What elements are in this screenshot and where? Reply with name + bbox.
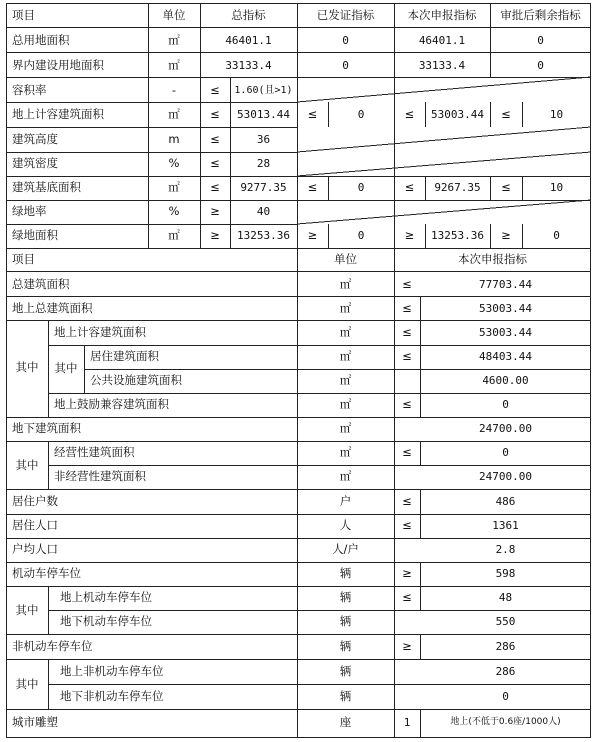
bottom-row-item: 地上机动车停车位: [60, 590, 152, 604]
top-row-item: 总用地面积: [12, 33, 70, 47]
qizhong-label: 其中: [15, 458, 39, 472]
bottom-row-unit: ㎡: [339, 397, 352, 411]
bottom-row-value: 53003.44: [479, 302, 532, 315]
bottom-row-value: 地上(不低于0.6座/1000人): [450, 717, 561, 727]
qizhong-label: 其中: [54, 361, 78, 375]
top-row-unit: %: [168, 156, 180, 170]
top-row-current: 53003.44: [431, 108, 484, 121]
top-row-item: 绿地面积: [12, 228, 58, 242]
bottom-row-unit: 辆: [339, 689, 352, 703]
bottom-row-op: ≤: [402, 590, 412, 604]
bottom-row-unit: ㎡: [339, 301, 352, 315]
bottom-row-unit: 辆: [339, 566, 352, 580]
bottom-row-op: ≤: [402, 518, 412, 532]
bottom-row-item: 地上总建筑面积: [12, 301, 93, 315]
bottom-row-unit: 辆: [339, 664, 352, 678]
top-row-item: 绿地率: [12, 204, 47, 218]
bottom-row-value: 0: [502, 690, 509, 703]
top-header-current: 本次申报指标: [407, 8, 477, 22]
bottom-row-unit: 座: [339, 715, 352, 729]
top-row-item: 建筑高度: [12, 132, 58, 146]
bottom-row-value: 0: [502, 446, 509, 459]
bottom-row-value: 486: [495, 495, 516, 508]
top-header-unit: 单位: [162, 8, 186, 22]
qizhong-label: 其中: [15, 677, 39, 691]
top-row-current: 9267.35: [434, 181, 481, 194]
bottom-row-item: 地上非机动车停车位: [60, 664, 164, 678]
bottom-row-item: 经营性建筑面积: [54, 445, 135, 459]
top-row-remaining: 0: [553, 229, 560, 242]
top-row-total-op: ≤: [210, 107, 220, 121]
bottom-row-item: 非机动车停车位: [12, 639, 93, 653]
bottom-row-unit: 户: [339, 494, 352, 508]
bottom-row-unit: 辆: [339, 590, 352, 604]
top-row-remaining: 0: [537, 59, 544, 72]
bottom-row-unit: 人/户: [332, 542, 359, 556]
top-row-remaining-op: ≤: [501, 107, 511, 121]
top-row-issued: 0: [357, 181, 365, 194]
bottom-row-item: 地下建筑面积: [12, 421, 81, 435]
top-row-item: 容积率: [12, 83, 47, 97]
bottom-row-op: ≤: [402, 277, 412, 291]
bottom-row-op: ≥: [402, 639, 412, 653]
top-row-issued: 0: [357, 229, 365, 242]
top-row-remaining-op: ≥: [501, 228, 511, 242]
bottom-header-unit: 单位: [334, 252, 357, 266]
bottom-row-value: 550: [495, 615, 516, 628]
top-row-total: 46401.1: [225, 34, 272, 47]
top-row-issued-op: ≤: [307, 180, 318, 194]
bottom-row-item: 地上鼓励兼容建筑面积: [54, 397, 169, 411]
bottom-row-item: 机动车停车位: [12, 566, 81, 580]
bottom-row-item: 地下非机动车停车位: [60, 689, 164, 703]
bottom-row-value: 598: [495, 567, 516, 580]
bottom-row-item: 户均人口: [12, 542, 58, 556]
bottom-row-op: ≤: [402, 349, 412, 363]
top-row-total: 1.60(且>1): [234, 85, 293, 96]
top-row-unit: m: [168, 132, 180, 146]
bottom-row-op: 1: [403, 716, 411, 729]
bottom-row-item: 总建筑面积: [12, 277, 70, 291]
top-row-remaining: 0: [537, 34, 544, 47]
top-header-total: 总指标: [231, 8, 266, 22]
top-row-unit: %: [168, 204, 180, 218]
bottom-row-op: ≤: [402, 397, 412, 411]
bottom-row-value: 4600.00: [482, 374, 529, 387]
top-row-issued-op: ≤: [307, 107, 318, 121]
top-row-total: 13253.36: [237, 229, 290, 242]
top-row-item: 建筑基底面积: [12, 180, 81, 194]
top-row-item: 地上计容建筑面积: [12, 107, 104, 121]
top-row-current: 33133.4: [418, 59, 466, 72]
top-row-total-op: ≤: [210, 83, 220, 97]
bottom-row-item: 公共设施建筑面积: [90, 373, 182, 387]
bottom-row-value: 77703.44: [479, 278, 532, 291]
top-row-issued: 0: [342, 59, 349, 72]
bottom-header-current: 本次申报指标: [458, 252, 527, 266]
top-row-total-op: ≥: [210, 228, 220, 242]
top-row-unit: -: [171, 83, 177, 97]
bottom-row-item: 地下机动车停车位: [60, 614, 152, 628]
top-row-current-op: ≤: [404, 180, 415, 194]
bottom-row-item: 非经营性建筑面积: [54, 469, 146, 483]
top-row-unit: ㎡: [168, 58, 180, 72]
top-row-total-op: ≤: [210, 156, 220, 170]
top-row-total: 40: [256, 205, 271, 218]
top-header-issued: 已发证指标: [316, 8, 375, 22]
bottom-row-op: ≤: [402, 325, 412, 339]
top-row-issued: 0: [342, 34, 349, 47]
bottom-row-unit: ㎡: [339, 445, 352, 459]
top-row-remaining: 10: [549, 181, 564, 194]
top-row-issued-op: ≥: [307, 228, 318, 242]
bottom-header-item: 项目: [12, 252, 35, 266]
top-row-current-op: ≤: [404, 107, 415, 121]
top-row-total: 53013.44: [237, 108, 290, 121]
bottom-row-unit: 人: [339, 518, 352, 532]
bottom-row-item: 地上计容建筑面积: [54, 325, 146, 339]
top-row-unit: ㎡: [168, 228, 180, 242]
top-row-unit: ㎡: [168, 33, 180, 47]
bottom-row-value: 24700.00: [479, 470, 532, 483]
bottom-row-value: 48403.44: [479, 350, 532, 363]
bottom-row-unit: ㎡: [339, 373, 352, 387]
top-row-total: 33133.4: [225, 59, 272, 72]
top-row-total: 36: [256, 133, 271, 146]
top-row-total-op: ≤: [210, 180, 220, 194]
bottom-row-op: ≤: [402, 301, 412, 315]
top-row-total: 9277.35: [240, 181, 287, 194]
qizhong-label: 其中: [15, 603, 39, 617]
top-row-issued: 0: [357, 108, 365, 121]
bottom-row-unit: ㎡: [339, 277, 352, 291]
bottom-row-value: 286: [495, 665, 516, 678]
bottom-row-value: 2.8: [495, 543, 516, 556]
bottom-row-item: 城市雕塑: [12, 715, 58, 729]
bottom-row-value: 286: [495, 640, 516, 653]
bottom-row-unit: ㎡: [339, 349, 352, 363]
bottom-row-op: ≤: [402, 494, 412, 508]
top-row-current-op: ≥: [404, 228, 415, 242]
qizhong-label: 其中: [15, 360, 39, 374]
bottom-row-value: 53003.44: [479, 326, 532, 339]
top-header-remaining: 审批后剩余指标: [500, 8, 581, 22]
bottom-row-unit: ㎡: [339, 421, 352, 435]
bottom-row-op: ≥: [402, 566, 412, 580]
top-row-total-op: ≥: [210, 204, 220, 218]
top-row-unit: ㎡: [168, 107, 180, 121]
top-row-item: 界内建设用地面积: [12, 58, 104, 72]
top-row-item: 建筑密度: [12, 156, 58, 170]
top-row-total: 28: [256, 157, 271, 170]
bottom-row-value: 1361: [492, 519, 519, 532]
bottom-row-op: ≤: [402, 445, 412, 459]
bottom-row-unit: ㎡: [339, 325, 352, 339]
bottom-row-item: 居住建筑面积: [90, 349, 159, 363]
bottom-row-value: 0: [502, 398, 509, 411]
bottom-row-value: 48: [498, 591, 513, 604]
top-row-current: 13253.36: [431, 229, 484, 242]
top-row-unit: ㎡: [168, 180, 180, 194]
bottom-row-unit: ㎡: [339, 469, 352, 483]
bottom-row-value: 24700.00: [479, 422, 532, 435]
top-header-item: 项目: [12, 8, 35, 22]
bottom-row-unit: 辆: [339, 614, 352, 628]
bottom-row-unit: 辆: [339, 639, 352, 653]
top-row-remaining: 10: [549, 108, 564, 121]
top-row-remaining-op: ≤: [501, 180, 511, 194]
top-row-total-op: ≤: [210, 132, 220, 146]
bottom-row-item: 居住人口: [12, 518, 58, 532]
top-row-current: 46401.1: [418, 34, 466, 47]
bottom-row-item: 居住户数: [12, 494, 58, 508]
